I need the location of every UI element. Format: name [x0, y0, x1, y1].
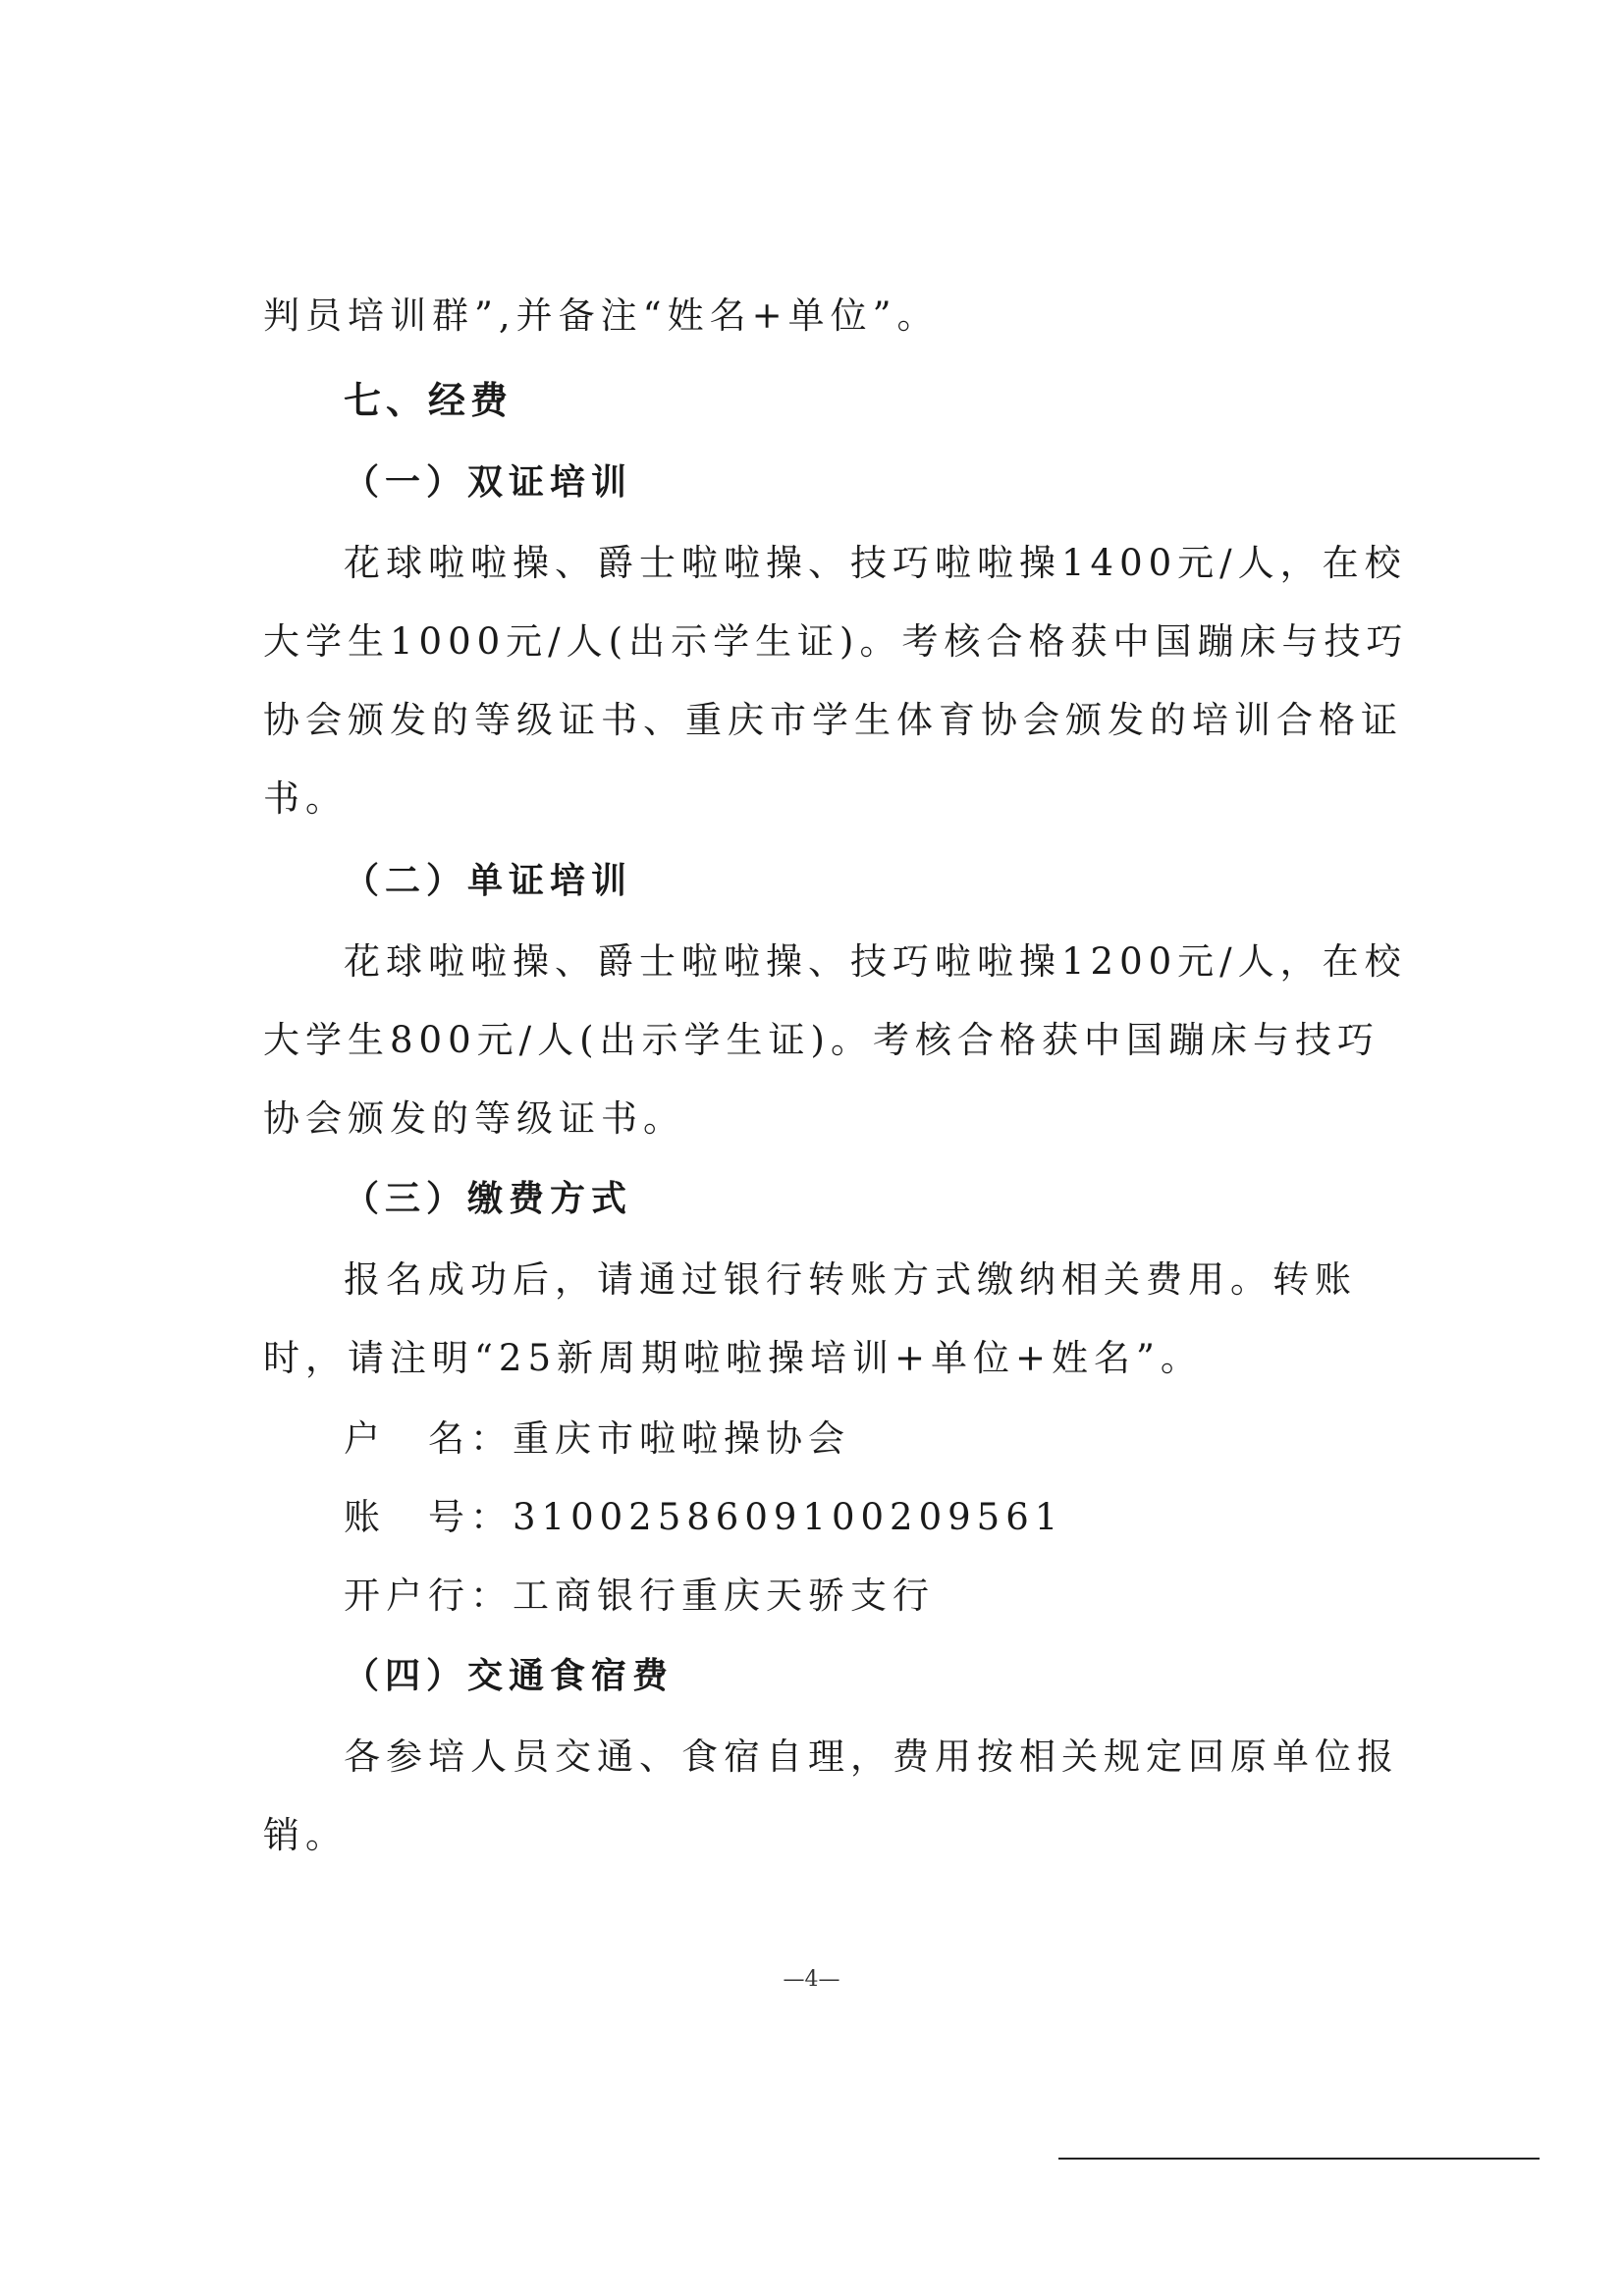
account-name-value: 重庆市啦啦操协会 [513, 1417, 850, 1460]
account-name-label: 户 名： [344, 1417, 513, 1460]
footer-divider [1058, 2158, 1540, 2160]
payment-line-1: 报名成功后，请通过银行转账方式缴纳相关费用。转账 [344, 1258, 1357, 1301]
paragraph-continuation: 判员培训群”,并备注“姓名+单位”。 [263, 294, 940, 337]
travel-line-2: 销。 [263, 1814, 348, 1856]
single-cert-line-2: 大学生800元/人(出示学生证)。考核合格获中国蹦床与技巧 [263, 1019, 1380, 1061]
dual-cert-line-1: 花球啦啦操、爵士啦啦操、技巧啦啦操1400元/人，在校 [344, 542, 1407, 584]
bank-value: 工商银行重庆天骄支行 [513, 1575, 935, 1617]
single-cert-line-3: 协会颁发的等级证书。 [263, 1097, 685, 1140]
account-name-row [344, 1415, 850, 1463]
page-number: —4— [783, 1967, 840, 1992]
travel-line-1: 各参培人员交通、食宿自理，费用按相关规定回原单位报 [344, 1735, 1399, 1778]
account-number-value: 3100258609100209561 [513, 1496, 1064, 1538]
dual-cert-line-3: 协会颁发的等级证书、重庆市学生体育协会颁发的培训合格证 [263, 699, 1403, 741]
subheading-travel-lodging: （四）交通食宿费 [344, 1656, 675, 1696]
bank-row [344, 1573, 935, 1620]
dual-cert-line-4: 书。 [263, 777, 348, 820]
section-heading-funding: 七、经费 [344, 379, 514, 422]
single-cert-line-1: 花球啦啦操、爵士啦啦操、技巧啦啦操1200元/人，在校 [344, 940, 1407, 983]
account-number-label: 账 号： [344, 1496, 513, 1538]
subheading-single-certificate: （二）单证培训 [344, 861, 633, 901]
payment-line-2: 时，请注明“25新周期啦啦操培训+单位+姓名”。 [263, 1337, 1203, 1379]
account-number-row [344, 1494, 1063, 1541]
bank-label: 开户行： [344, 1575, 513, 1617]
dual-cert-line-2: 大学生1000元/人(出示学生证)。考核合格获中国蹦床与技巧 [263, 620, 1409, 663]
subheading-dual-certificate: （一）双证培训 [344, 462, 633, 503]
subheading-payment-method: （三）缴费方式 [344, 1179, 633, 1219]
